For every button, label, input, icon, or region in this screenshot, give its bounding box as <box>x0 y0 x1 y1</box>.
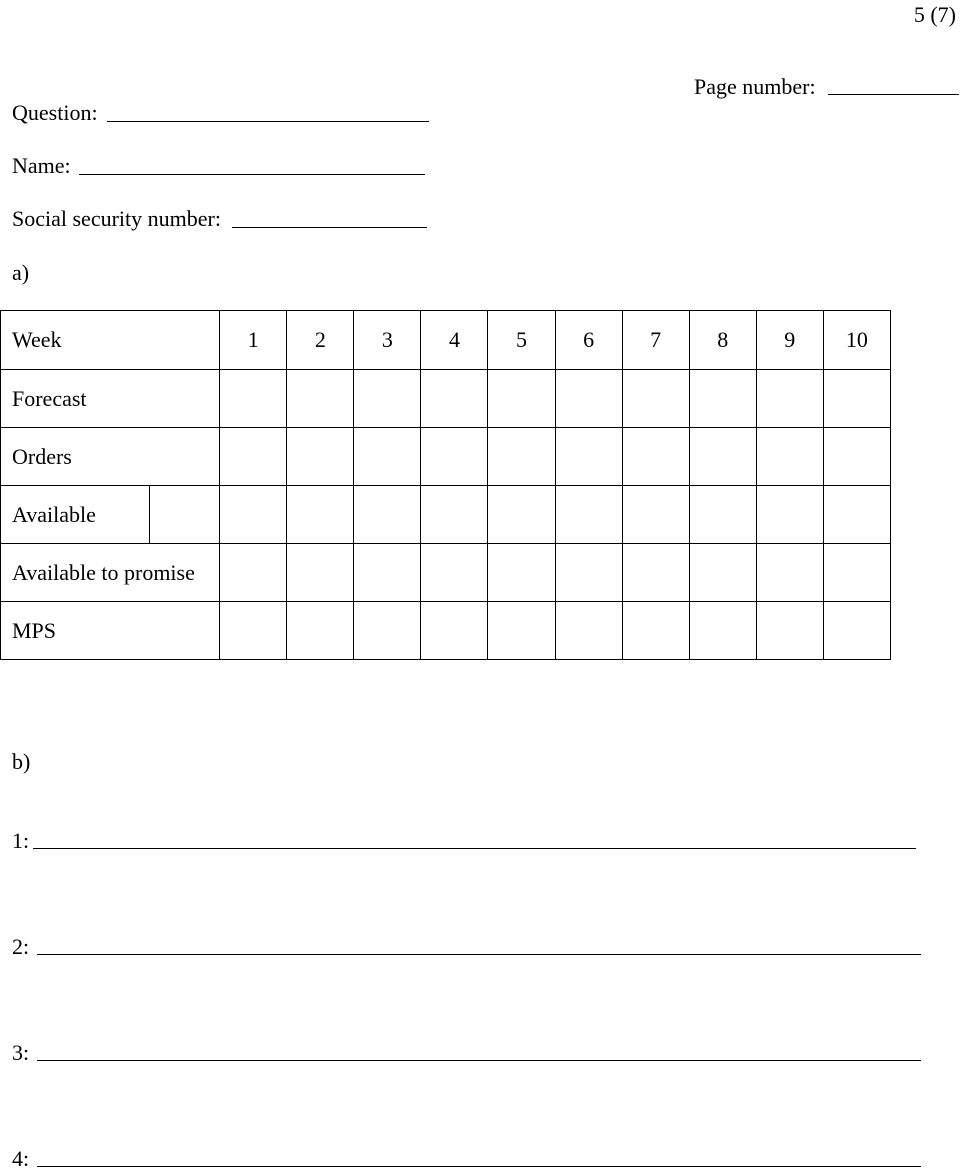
week-4: 4 <box>421 311 488 370</box>
table-cell[interactable] <box>421 544 488 602</box>
table-cell[interactable] <box>823 428 890 486</box>
ssn-label: Social security number: <box>12 206 221 231</box>
table-cell[interactable] <box>220 544 287 602</box>
week-7: 7 <box>622 311 689 370</box>
table-cell[interactable] <box>354 370 421 428</box>
table-cell[interactable] <box>287 544 354 602</box>
answer-line-2-label: 2: <box>12 934 30 959</box>
table-cell[interactable] <box>555 428 622 486</box>
part-a-label: a) <box>12 260 30 285</box>
table-row-atp <box>1 544 891 602</box>
answer-line-1-label: 1: <box>12 828 30 853</box>
week-2: 2 <box>287 311 354 370</box>
table-cell[interactable] <box>220 602 287 660</box>
table-cell-initial[interactable] <box>150 486 220 544</box>
table-cell[interactable] <box>220 486 287 544</box>
table-row-forecast <box>1 370 891 428</box>
answer-line-4[interactable] <box>37 1166 921 1167</box>
table-cell[interactable] <box>287 370 354 428</box>
week-6: 6 <box>555 311 622 370</box>
week-10: 10 <box>823 311 890 370</box>
row-label-forecast: Forecast <box>1 370 220 428</box>
table-cell[interactable] <box>488 602 555 660</box>
table-cell[interactable] <box>689 602 756 660</box>
table-row-mps <box>1 602 891 660</box>
table-cell[interactable] <box>622 602 689 660</box>
table-cell[interactable] <box>622 486 689 544</box>
table-cell[interactable] <box>488 486 555 544</box>
table-row-orders <box>1 428 891 486</box>
name-field[interactable] <box>79 174 425 175</box>
ssn-field[interactable] <box>232 227 427 228</box>
table-cell[interactable] <box>354 428 421 486</box>
table-cell[interactable] <box>488 370 555 428</box>
table-cell[interactable] <box>756 486 823 544</box>
table-cell[interactable] <box>220 370 287 428</box>
page-number-field[interactable] <box>828 94 959 95</box>
answer-line-3-label: 3: <box>12 1040 30 1065</box>
name-label: Name: <box>12 153 71 178</box>
table-cell[interactable] <box>689 486 756 544</box>
table-cell[interactable] <box>555 602 622 660</box>
row-label-available: Available <box>1 486 150 544</box>
week-1: 1 <box>220 311 287 370</box>
table-cell[interactable] <box>354 544 421 602</box>
answer-line-1[interactable] <box>33 848 916 849</box>
table-cell[interactable] <box>421 486 488 544</box>
table-cell[interactable] <box>823 544 890 602</box>
row-label-week: Week <box>1 311 220 370</box>
page-counter: 5 (7) <box>913 2 956 27</box>
table-cell[interactable] <box>421 602 488 660</box>
table-row-available <box>1 486 891 544</box>
question-label: Question: <box>12 100 98 125</box>
table-cell[interactable] <box>823 370 890 428</box>
week-8: 8 <box>689 311 756 370</box>
page-number-label: Page number: <box>694 74 816 99</box>
mps-table <box>0 310 891 660</box>
table-cell[interactable] <box>756 428 823 486</box>
week-3: 3 <box>354 311 421 370</box>
table-cell[interactable] <box>555 370 622 428</box>
answer-line-2[interactable] <box>37 954 921 955</box>
row-label-mps: MPS <box>1 602 220 660</box>
table-cell[interactable] <box>689 428 756 486</box>
table-cell[interactable] <box>354 602 421 660</box>
row-label-atp: Available to promise <box>1 544 220 602</box>
table-cell[interactable] <box>421 428 488 486</box>
table-cell[interactable] <box>622 428 689 486</box>
table-cell[interactable] <box>488 428 555 486</box>
table-cell[interactable] <box>622 370 689 428</box>
table-cell[interactable] <box>287 602 354 660</box>
table-cell[interactable] <box>823 486 890 544</box>
question-field[interactable] <box>107 121 429 122</box>
table-cell[interactable] <box>488 544 555 602</box>
table-cell[interactable] <box>220 428 287 486</box>
answer-line-4-label: 4: <box>12 1146 30 1171</box>
table-cell[interactable] <box>287 486 354 544</box>
week-5: 5 <box>488 311 555 370</box>
table-cell[interactable] <box>354 486 421 544</box>
table-cell[interactable] <box>689 544 756 602</box>
table-row-week <box>1 311 891 370</box>
table-cell[interactable] <box>622 544 689 602</box>
week-9: 9 <box>756 311 823 370</box>
table-cell[interactable] <box>823 602 890 660</box>
table-cell[interactable] <box>555 544 622 602</box>
table-cell[interactable] <box>555 486 622 544</box>
part-b-label: b) <box>12 749 31 774</box>
answer-line-3[interactable] <box>37 1060 921 1061</box>
table-cell[interactable] <box>689 370 756 428</box>
table-cell[interactable] <box>287 428 354 486</box>
table-cell[interactable] <box>756 544 823 602</box>
table-cell[interactable] <box>756 370 823 428</box>
row-label-orders: Orders <box>1 428 220 486</box>
table-cell[interactable] <box>421 370 488 428</box>
table-cell[interactable] <box>756 602 823 660</box>
